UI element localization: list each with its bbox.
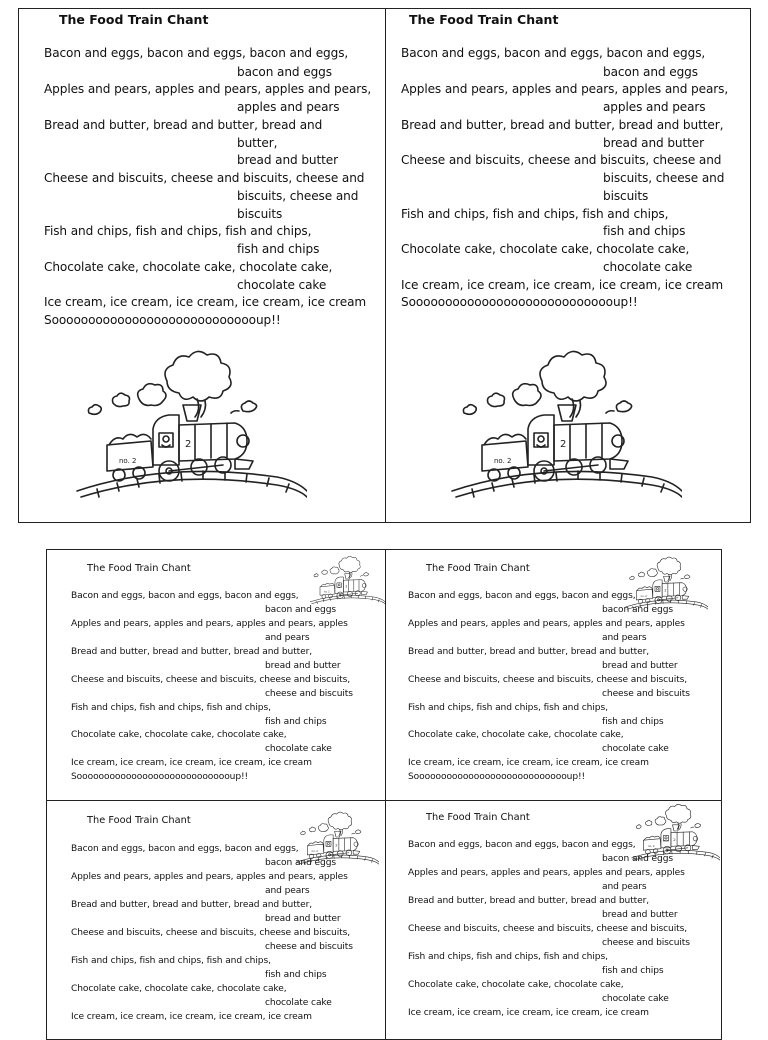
chant-card-large-2	[385, 8, 751, 523]
train-icon	[67, 341, 307, 501]
chant-line: Bacon and eggs, bacon and eggs, bacon and eggs,	[401, 46, 706, 60]
chant-line: biscuits	[603, 189, 649, 203]
chant-line: bread and butter	[602, 661, 678, 671]
chant-line: Chocolate cake, chocolate cake, chocolate cake,	[71, 984, 287, 994]
chant-line: Fish and chips, fish and chips, fish and chips,	[71, 703, 271, 713]
card-title: The Food Train Chant	[87, 815, 191, 826]
chant-line: bread and butter	[265, 914, 341, 924]
chant-line: bacon and eggs	[265, 605, 337, 615]
chant-line: Apples and pears, apples and pears, apples and pears, apples	[408, 868, 685, 878]
chant-line: Bread and butter, bread and butter, bread and butter,	[401, 118, 724, 132]
chant-line: Cheese and biscuits, cheese and biscuits, cheese and biscuits,	[71, 675, 351, 685]
chant-line: chocolate cake	[265, 998, 332, 1008]
train-icon	[622, 552, 708, 612]
chant-line: biscuits, cheese and	[603, 171, 725, 185]
chant-line: Chocolate cake, chocolate cake, chocolate cake,	[401, 242, 690, 256]
train-icon	[307, 552, 385, 606]
chant-card-small-2	[385, 549, 722, 801]
chant-line: Apples and pears, apples and pears, apples and pears,	[401, 82, 729, 96]
chant-line: and pears	[265, 633, 310, 643]
card-title: The Food Train Chant	[87, 563, 191, 574]
chant-line: Fish and chips, fish and chips, fish and chips,	[44, 224, 312, 238]
card-title: The Food Train Chant	[59, 12, 209, 27]
chant-line: fish and chips	[265, 970, 327, 980]
chant-line: cheese and biscuits	[602, 689, 690, 699]
chant-line: Cheese and biscuits, cheese and biscuits, cheese and biscuits,	[408, 924, 688, 934]
chant-line: apples and pears	[603, 100, 706, 114]
chant-line: Fish and chips, fish and chips, fish and chips,	[401, 207, 669, 221]
chant-line: Ice cream, ice cream, ice cream, ice cream, ice cream	[408, 758, 649, 768]
chant-line: Apples and pears, apples and pears, apples and pears, apples	[408, 619, 685, 629]
chant-line: fish and chips	[603, 224, 686, 238]
chant-line: Cheese and biscuits, cheese and biscuits, cheese and biscuits,	[71, 928, 351, 938]
train-icon	[628, 800, 720, 863]
chant-line: Ice cream, ice cream, ice cream, ice cream, ice cream	[401, 278, 724, 292]
chant-line: biscuits	[237, 207, 283, 221]
chant-line: fish and chips	[602, 717, 664, 727]
chant-line: bread and butter	[603, 136, 704, 150]
chant-line: Chocolate cake, chocolate cake, chocolate cake,	[44, 260, 333, 274]
chant-line: Bread and butter, bread and butter, bread and butter,	[408, 647, 650, 657]
chant-card-small-3	[46, 800, 386, 1040]
chant-line: bacon and eggs	[603, 65, 698, 79]
chant-line: bacon and eggs	[265, 858, 337, 868]
train-icon	[442, 341, 682, 501]
chant-line: Chocolate cake, chocolate cake, chocolate cake,	[71, 730, 287, 740]
chant-line: Sooooooooooooooooooooooooooooup!!	[408, 772, 586, 782]
chant-line: Cheese and biscuits, cheese and biscuits, cheese and biscuits,	[408, 675, 688, 685]
chant-line: Bacon and eggs, bacon and eggs, bacon and eggs,	[408, 840, 636, 850]
chant-line: bacon and eggs	[602, 605, 674, 615]
chant-line: chocolate cake	[603, 260, 693, 274]
chant-card-small-4	[385, 800, 722, 1040]
chant-line: cheese and biscuits	[265, 689, 353, 699]
chant-line: chocolate cake	[602, 744, 669, 754]
chant-line: Ice cream, ice cream, ice cream, ice cream, ice cream	[44, 295, 367, 309]
chant-line: and pears	[602, 882, 647, 892]
chant-line: bacon and eggs	[237, 65, 332, 79]
chant-line: fish and chips	[265, 717, 327, 727]
chant-line: chocolate cake	[265, 744, 332, 754]
chant-line: apples and pears	[237, 100, 340, 114]
chant-line: chocolate cake	[237, 278, 327, 292]
chant-line: Chocolate cake, chocolate cake, chocolate cake,	[408, 730, 624, 740]
chant-line: Bread and butter, bread and butter, bread and butter,	[408, 896, 650, 906]
chant-line: bread and butter	[602, 910, 678, 920]
chant-line: Bread and butter, bread and butter, bread and butter,	[71, 647, 313, 657]
chant-line: Bacon and eggs, bacon and eggs, bacon and eggs,	[71, 844, 299, 854]
chant-line: Fish and chips, fish and chips, fish and chips,	[71, 956, 271, 966]
chant-card-small-1	[46, 549, 386, 801]
chant-line: Sooooooooooooooooooooooooooooup!!	[401, 295, 638, 309]
chant-line: Fish and chips, fish and chips, fish and chips,	[408, 952, 608, 962]
card-title: The Food Train Chant	[426, 812, 530, 823]
chant-line: Fish and chips, fish and chips, fish and chips,	[408, 703, 608, 713]
chant-line: butter,	[237, 136, 278, 150]
chant-line: bread and butter	[237, 153, 338, 167]
chant-line: Apples and pears, apples and pears, apples and pears, apples	[71, 872, 348, 882]
chant-line: and pears	[265, 886, 310, 896]
chant-line: Bacon and eggs, bacon and eggs, bacon and eggs,	[44, 46, 349, 60]
card-title: The Food Train Chant	[426, 563, 530, 574]
chant-line: Bread and butter, bread and butter, bread and butter,	[71, 900, 313, 910]
chant-card-large-1	[18, 8, 386, 523]
chant-line: Cheese and biscuits, cheese and biscuits, cheese and	[401, 153, 722, 167]
chant-line: Bacon and eggs, bacon and eggs, bacon and eggs,	[71, 591, 299, 601]
chant-line: cheese and biscuits	[265, 942, 353, 952]
train-icon	[293, 807, 379, 867]
chant-line: fish and chips	[237, 242, 320, 256]
chant-line: Ice cream, ice cream, ice cream, ice cream, ice cream	[71, 1012, 312, 1022]
chant-line: Bacon and eggs, bacon and eggs, bacon and eggs,	[408, 591, 636, 601]
chant-line: Ice cream, ice cream, ice cream, ice cream, ice cream	[71, 758, 312, 768]
chant-line: chocolate cake	[602, 994, 669, 1004]
chant-line: Ice cream, ice cream, ice cream, ice cream, ice cream	[408, 1008, 649, 1018]
chant-line: Apples and pears, apples and pears, apples and pears,	[44, 82, 372, 96]
chant-line: Apples and pears, apples and pears, apples and pears, apples	[71, 619, 348, 629]
chant-line: Bread and butter, bread and butter, bread and	[44, 118, 323, 132]
chant-line: Sooooooooooooooooooooooooooooup!!	[44, 313, 281, 327]
chant-line: Chocolate cake, chocolate cake, chocolate cake,	[408, 980, 624, 990]
chant-line: and pears	[602, 633, 647, 643]
chant-line: bread and butter	[265, 661, 341, 671]
chant-line: cheese and biscuits	[602, 938, 690, 948]
card-title: The Food Train Chant	[409, 12, 559, 27]
chant-line: bacon and eggs	[602, 854, 674, 864]
chant-line: fish and chips	[602, 966, 664, 976]
chant-line: biscuits, cheese and	[237, 189, 359, 203]
chant-line: Cheese and biscuits, cheese and biscuits, cheese and	[44, 171, 365, 185]
chant-line: Sooooooooooooooooooooooooooooup!!	[71, 772, 249, 782]
